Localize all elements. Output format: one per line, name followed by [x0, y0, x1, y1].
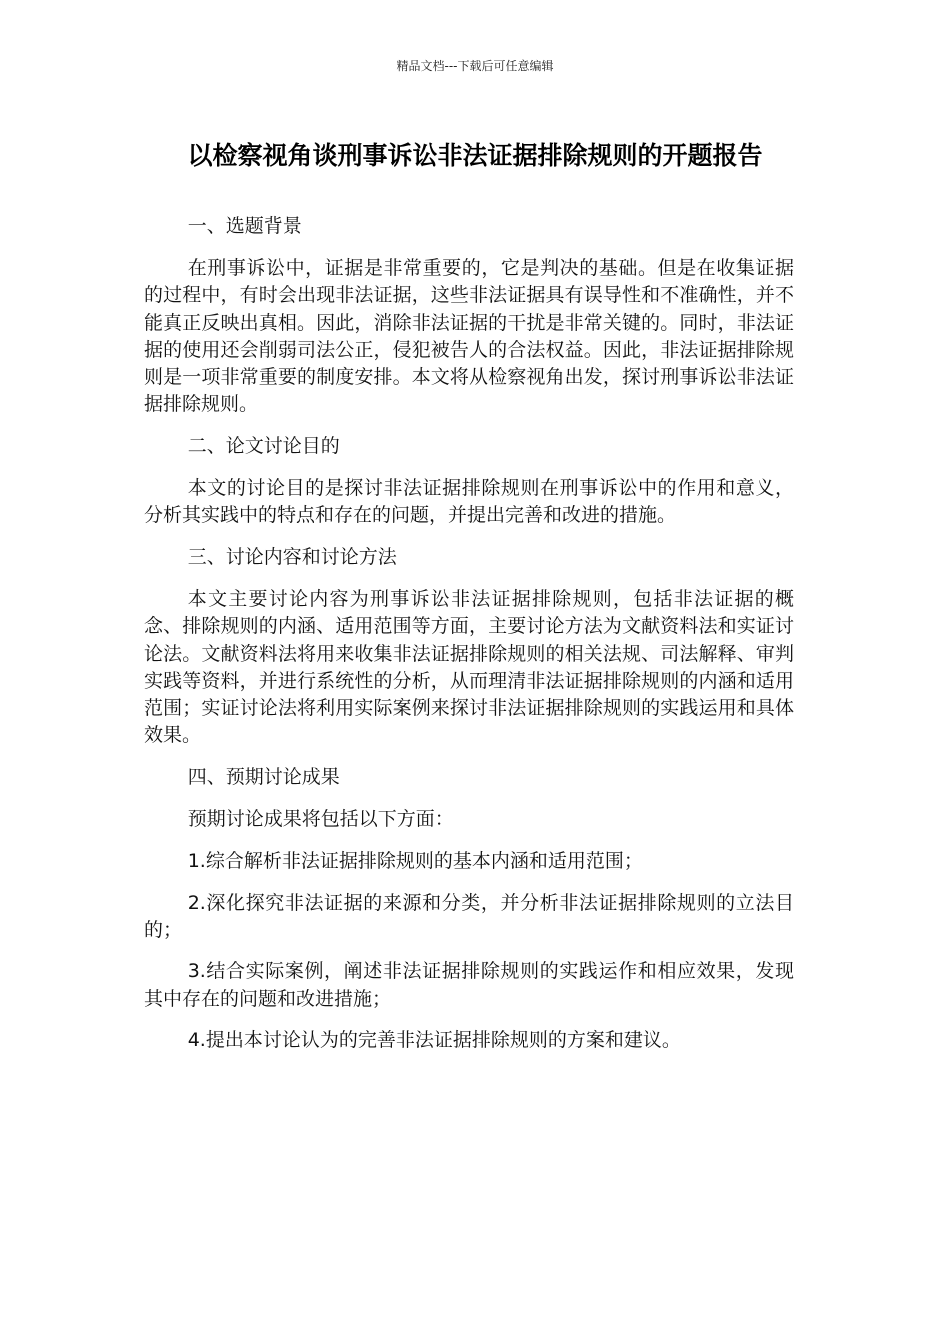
section-heading-outcomes: 四、预期讨论成果: [187, 765, 340, 788]
paragraph-outcomes-intro: 预期讨论成果将包括以下方面：: [187, 808, 454, 831]
list-item-outcome-1: 1.综合解析非法证据排除规则的基本内涵和适用范围；: [187, 849, 643, 872]
list-item-outcome-3: 3.结合实际案例，阐述非法证据排除规则的实践运作和相应效果，发现其中存在的问题和改进措施；: [144, 960, 794, 1010]
paragraph-background: 在刑事诉讼中，证据是非常重要的，它是判决的基础。但是在收集证据的过程中，有时会出现非法证据，这些非法证据具有误导性和不准确性，并不能真正反映出真相。因此，消除非法证据的干扰是非常关键的。同时，非法证据的使用还会削弱司法公正，侵犯被告人的合法权益。因此，非法证据排除规则是一项非常重要的制度安排。本文将从检察视角出发，探讨刑事诉讼非法证据排除规则。: [144, 257, 794, 416]
page-header: 精品文档---下载后可任意编辑: [396, 59, 554, 73]
section-heading-purpose: 二、论文讨论目的: [187, 434, 340, 457]
section-heading-methods: 三、讨论内容和讨论方法: [187, 546, 397, 569]
paragraph-purpose: 本文的讨论目的是探讨非法证据排除规则在刑事诉讼中的作用和意义，分析其实践中的特点和存在的问题，并提出完善和改进的措施。: [144, 477, 794, 527]
list-item-outcome-4: 4.提出本讨论认为的完善非法证据排除规则的方案和建议。: [187, 1029, 681, 1052]
paragraph-methods: 本文主要讨论内容为刑事诉讼非法证据排除规则，包括非法证据的概念、排除规则的内涵、适用范围等方面，主要讨论方法为文献资料法和实证讨论法。文献资料法将用来收集非法证据排除规则的相关法规、司法解释、审判实践等资料，并进行系统性的分析，从而理清非法证据排除规则的内涵和适用范围；实证讨论法将利用实际案例来探讨非法证据排除规则的实践运用和具体效果。: [144, 588, 794, 747]
list-item-outcome-2: 2.深化探究非法证据的来源和分类，并分析非法证据排除规则的立法目的；: [144, 891, 794, 941]
section-heading-background: 一、选题背景: [187, 215, 302, 237]
document-body: [144, 213, 794, 1069]
document-title: 以检察视角谈刑事诉讼非法证据排除规则的开题报告: [187, 141, 763, 170]
